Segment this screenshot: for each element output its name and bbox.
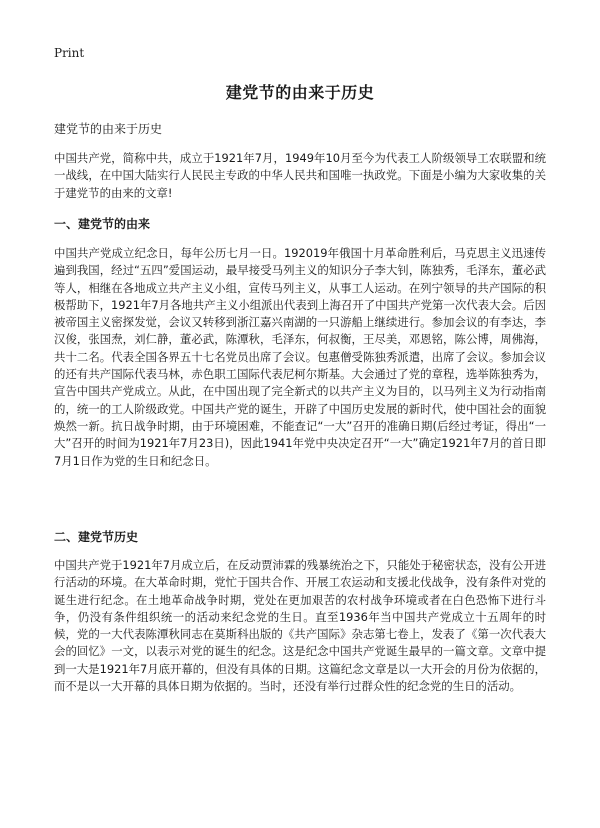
subtitle: 建党节的由来于历史 xyxy=(54,122,163,136)
section-body-history: 中国共产党于1921年7月成立后，在反动贾沛霖的残暴统治之下，只能处于秘密状态，没有公开进行活动的环境。在大革命时期，党忙于国共合作、开展工农运动和支援北伐战争，没有条件对党的诞生进行纪念。在土地革命战争时期，党处在更加艰苦的农村战争环境或者在白色恐怖下进行斗争，仍没有条件组织统一的活动来纪念党的生日。直至1936年当中国共产党成立十五周年的时候，党的一大代表陈潭秋同志在莫斯科出版的《共产国际》杂志第七卷上，发表了《第一次代表大会的回忆》一文，以表示对党的诞生的纪念。这是纪念中国共产党诞生最早的一篇文章。文章中提到一大是1921年7月底开幕的，但没有具体的日期。这篇纪念文章是以一大开会的月份为依据的，而不是以一大开幕的具体日期为依据的。当时，还没有举行过群众性的纪念党的生日的活动。 xyxy=(54,558,546,694)
page-title: 建党节的由来于历史 xyxy=(225,83,375,102)
intro-paragraph: 中国共产党，简称中共，成立于1921年7月，1949年10月至今为代表工人阶级领导工农联盟和统一战线，在中国大陆实行人民民主专政的中华人民共和国唯一执政党。下面是小编为大家收集的关于建党节的由来的文章! xyxy=(54,151,546,200)
section-heading-origin: 一、建党节的由来 xyxy=(54,217,151,231)
print-link[interactable]: Print xyxy=(54,46,85,60)
section-heading-history: 二、建党节历史 xyxy=(54,530,139,544)
section-body-origin: 中国共产党成立纪念日，每年公历七月一日。192019年俄国十月革命胜利后，马克思主义迅速传遍到我国，经过“五四”爱国运动，最早接受马列主义的知识分子李大钊，陈独秀，毛泽东，董必武等人，相继在各地成立共产主义小组，宣传马列主义，从事工人运动。在列宁领导的共产国际的积极帮助下，1921年7月各地共产主义小组派出代表到上海召开了中国共产党第一次代表大会。后因被帝国主义密探发觉，会议又转移到浙江嘉兴南湖的一只游船上继续进行。参加会议的有李达，李汉俊，张国焘，刘仁静，董必武，陈潭秋，毛泽东，何叔衡，王尽美，邓恩铭，陈公博，周佛海，共十二名。代表全国各界五十七名党员出席了会议。包惠僧受陈独秀派遣，出席了会议。参加会议的还有共产国际代表马林，赤色职工国际代表尼柯尔斯基。大会通过了党的章程，选举陈独秀为，宣告中国共产党成立。从此，在中国出现了完全新式的以共产主义为目的，以马列主义为行动指南的，统一的工人阶级政党。中国共产党的诞生，开辟了中国历史发展的新时代，使中国社会的面貌焕然一新。抗日战争时期，由于环境困难，不能查记“一大”召开的准确日期(后经过考证，得出“一大”召开的时间为1921年7月23日)，因此1941年党中央决定召开“一大”确定1921年7月的首日即7月1日作为党的生日和纪念日。 xyxy=(54,246,546,468)
